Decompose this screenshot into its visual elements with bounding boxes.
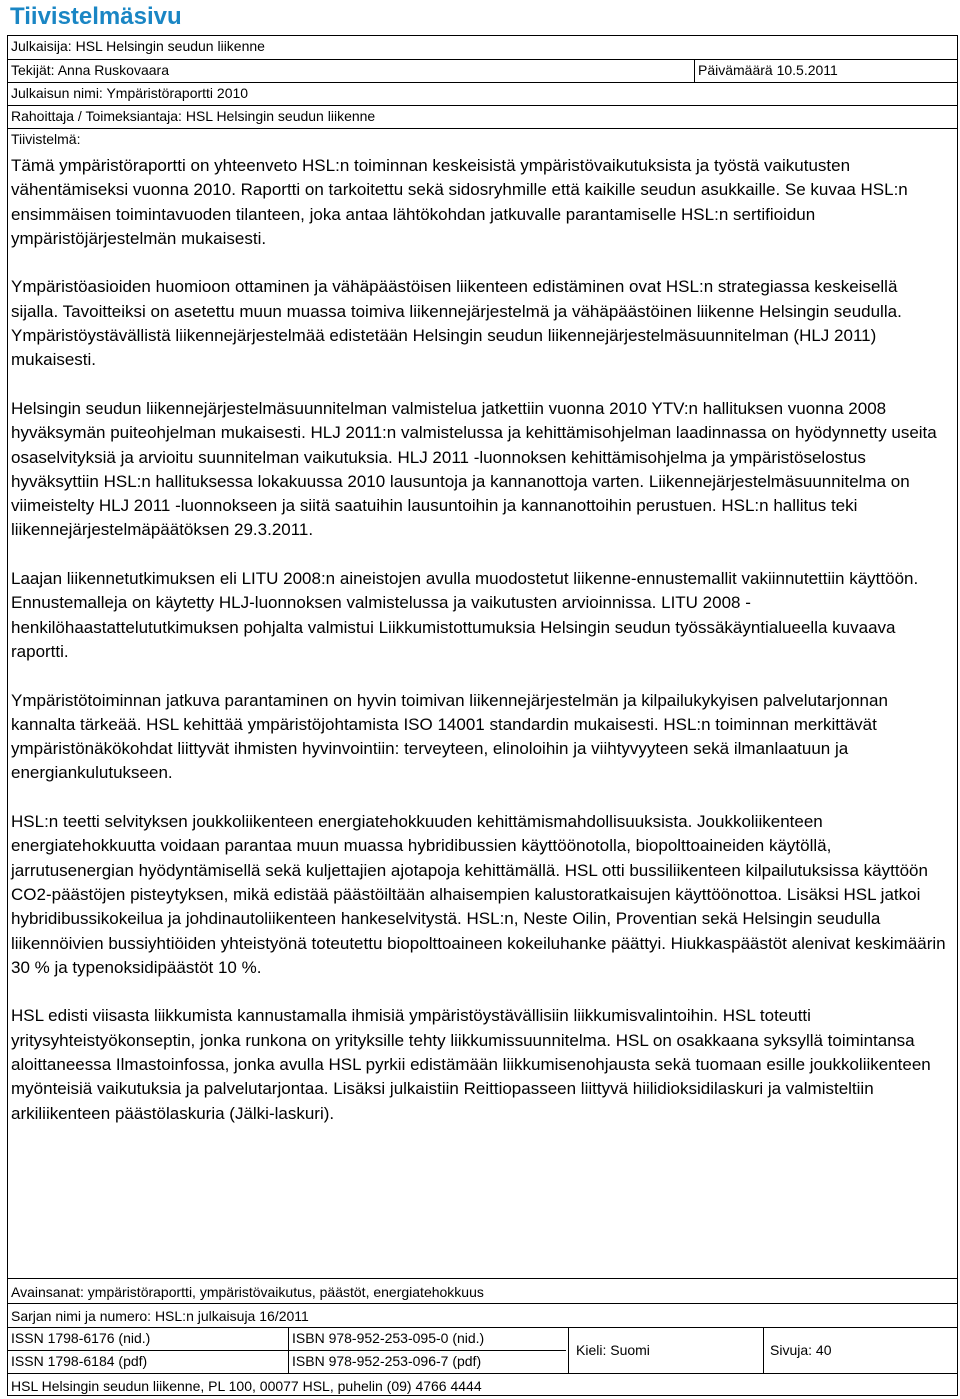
language-pages-divider <box>763 1327 764 1373</box>
summary-paragraph: Laajan liikennetutkimuksen eli LITU 2008:n aineistojen avulla muodostetut liikenne-ennustemallit vakiinnutettiin käyttöön. Ennustemalleja on käytetty HLJ-luonnoksen valmistelussa ja vaikutusten arvioinnissa. LITU 2008 -henkilöhaastattelututkimuksen pohjalta valmistui Liikkumistottumuksia Helsingin seudun työssäkäyntialueella kuvaava raportti. <box>11 569 919 661</box>
date-field: Päivämäärä 10.5.2011 <box>698 62 838 78</box>
funder-field: Rahoittaja / Toimeksiantaja: HSL Helsingin seudun liikenne <box>11 108 376 124</box>
publication-name-field: Julkaisun nimi: Ympäristöraportti 2010 <box>11 85 249 101</box>
keywords-row <box>8 1278 957 1303</box>
page-title: Tiivistelmäsivu <box>10 3 182 30</box>
summary-paragraph: Helsingin seudun liikennejärjestelmäsuunnitelman valmistelua jatkettiin vuonna 2010 YTV:n hallituksen vuonna 2008 hyväksymän puiteohjelman mukaisesti. HLJ 2011:n valmistelussa ja kehittämisohjelman laadinnassa on hyödynnetty useita osaselvityksiä ja arvioitu suunnitelman vaikutuksia. HLJ 2011 -luonnoksen kehittämisohjelma ja ympäristöselostus hyväksyttiin HSL:n hallituksessa lokakuussa 2010 lausuntoja ja kannanottoja varten. Liikennejärjestelmäsuunnitelma on viimeistelty HLJ 2011 -luonnokseen ja siitä saatuihin lausuntoihin ja kannanottoihin perustuen. HSL:n hallitus teki liikennejärjestelmäpäätöksen 29.3.2011. <box>11 398 937 540</box>
summary-paragraph: Ympäristöasioiden huomioon ottaminen ja vähäpäästöisen liikenteen edistäminen ovat HSL:n strategiassa keskeisellä sijalla. Tavoitteiksi on asetettu muun muassa toimiva liikennejärjestelmä ja vähäpäästöinen liikenne Helsingin seudulla. Ympäristöystävällistä liikennejärjestelmää edistetään Helsingin seudun liikennejärjestelmäsuunnitelman (HLJ 2011) mukaisesti. <box>11 277 902 370</box>
funder-row <box>8 105 957 128</box>
summary-label: Tiivistelmä: <box>11 131 81 147</box>
language-field: Kieli: Suomi <box>576 1342 650 1358</box>
summary-paragraph: Tämä ympäristöraportti on yhteenveto HSL:n toiminnan keskeisistä ympäristövaikutuksista ja työstä vaikutusten vähentämiseksi vuonna 2010. Raportti on tarkoitettu sekä sidosryhmille että kaikille seudun asukkaille. Se kuvaa HSL:n ensimmäisen toimintavuoden tilanteen, joka antaa lähtökohdan jatkuvalle parantamiselle HSL:n sertifioidun ympäristöjärjestelmän mukaisesti. <box>11 156 908 248</box>
isbn-language-divider <box>568 1327 569 1373</box>
series-field: Sarjan nimi ja numero: HSL:n julkaisuja 16/2011 <box>11 1308 309 1324</box>
publication-name-row <box>8 82 957 105</box>
contact-row <box>8 1373 957 1397</box>
summary-text <box>11 154 949 1150</box>
issn-pdf-field: ISSN 1798-6184 (pdf) <box>11 1353 148 1369</box>
publisher-field: Julkaisija: HSL Helsingin seudun liikenne <box>11 38 265 54</box>
summary-form <box>7 35 958 1396</box>
publisher-row <box>8 36 957 59</box>
summary-paragraph: Ympäristötoiminnan jatkuva parantaminen on hyvin toimivan liikennejärjestelmän ja kilpailukykyisen palvelutarjonnan kannalta tärkeää. HSL kehittää ympäristöjohtamista ISO 14001 standardin mukaisesti. HSL:n toiminnan merkittävät ympäristönäkökohdat liittyvät ihmisten hyvinvointiin: terveyteen, elinoloihin ja viihtyvyyteen sekä ilmanlaatuun ja energiankulutukseen. <box>11 690 888 783</box>
isbn-print-field: ISBN 978-952-253-095-0 (nid.) <box>292 1330 485 1346</box>
isbn-pdf-field: ISBN 978-952-253-096-7 (pdf) <box>292 1353 482 1369</box>
summary-paragraph: HSL edisti viisasta liikkumista kannustamalla ihmisiä ympäristöystävällisiin liikkumisvalintoihin. HSL toteutti yritysyhteistyökonseptin, jonka runkona on yrityksille tehty liikkumissuunnitelma. HSL on osakkaana syksyllä toimintansa aloittaneessa Ilmastoinfossa, jonka avulla HSL pyrkii edistämään liikkumisenohjausta sekä tuomaan esille joukkoliikenteen myönteisiä vaikutuksia ja palvelutarjontaa. Lisäksi julkaistiin Reittiopasseen liittyvä hiilidioksidilaskuri ja valmisteltiin arkiliikenteen päästölaskuria (Jälki-laskuri). <box>11 1006 931 1123</box>
series-row <box>8 1303 957 1327</box>
pages-field: Sivuja: 40 <box>770 1342 832 1358</box>
summary-paragraph: HSL:n teetti selvityksen joukkoliikenteen energiatehokkuuden kehittämismahdollisuuksista. Joukkoliikenteen energiatehokkuutta voidaan parantaa muun muassa hybridibussien käyttöönotolla, biopolttoaineiden käytöllä, jarrutusenergian hyödyntämisellä sekä kuljettajien ajotapoja kehittämällä. HSL otti bussiliikenteen kilpailutuksissa käyttöön CO2-päästöjen pisteytyksen, mikä edistää päästöiltään alhaisempien kalustoratkaisujen käyttöönottoa. Lisäksi HSL jatkoi hybridibussikokeilua ja johdinautoliikenteen hankeselvitystä. HSL:n, Neste Oilin, Proventian sekä Helsingin seudulla liikennöivien bussiyhtiöiden yhteistyönä toteutettu biopolttoaineen kokeiluhanke päättyi. Hiukkaspäästöt alenivat keskimäärin 30 % ja typenoksidipäästöt 10 %. <box>11 812 946 977</box>
author-field: Tekijät: Anna Ruskovaara <box>11 62 169 78</box>
issn-isbn-divider <box>288 1327 289 1373</box>
keywords-field: Avainsanat: ympäristöraportti, ympäristövaikutus, päästöt, energiatehokkuus <box>11 1284 484 1300</box>
author-date-divider <box>694 59 695 82</box>
contact-field: HSL Helsingin seudun liikenne, PL 100, 00077 HSL, puhelin (09) 4766 4444 <box>11 1378 482 1394</box>
issn-print-field: ISSN 1798-6176 (nid.) <box>11 1330 151 1346</box>
